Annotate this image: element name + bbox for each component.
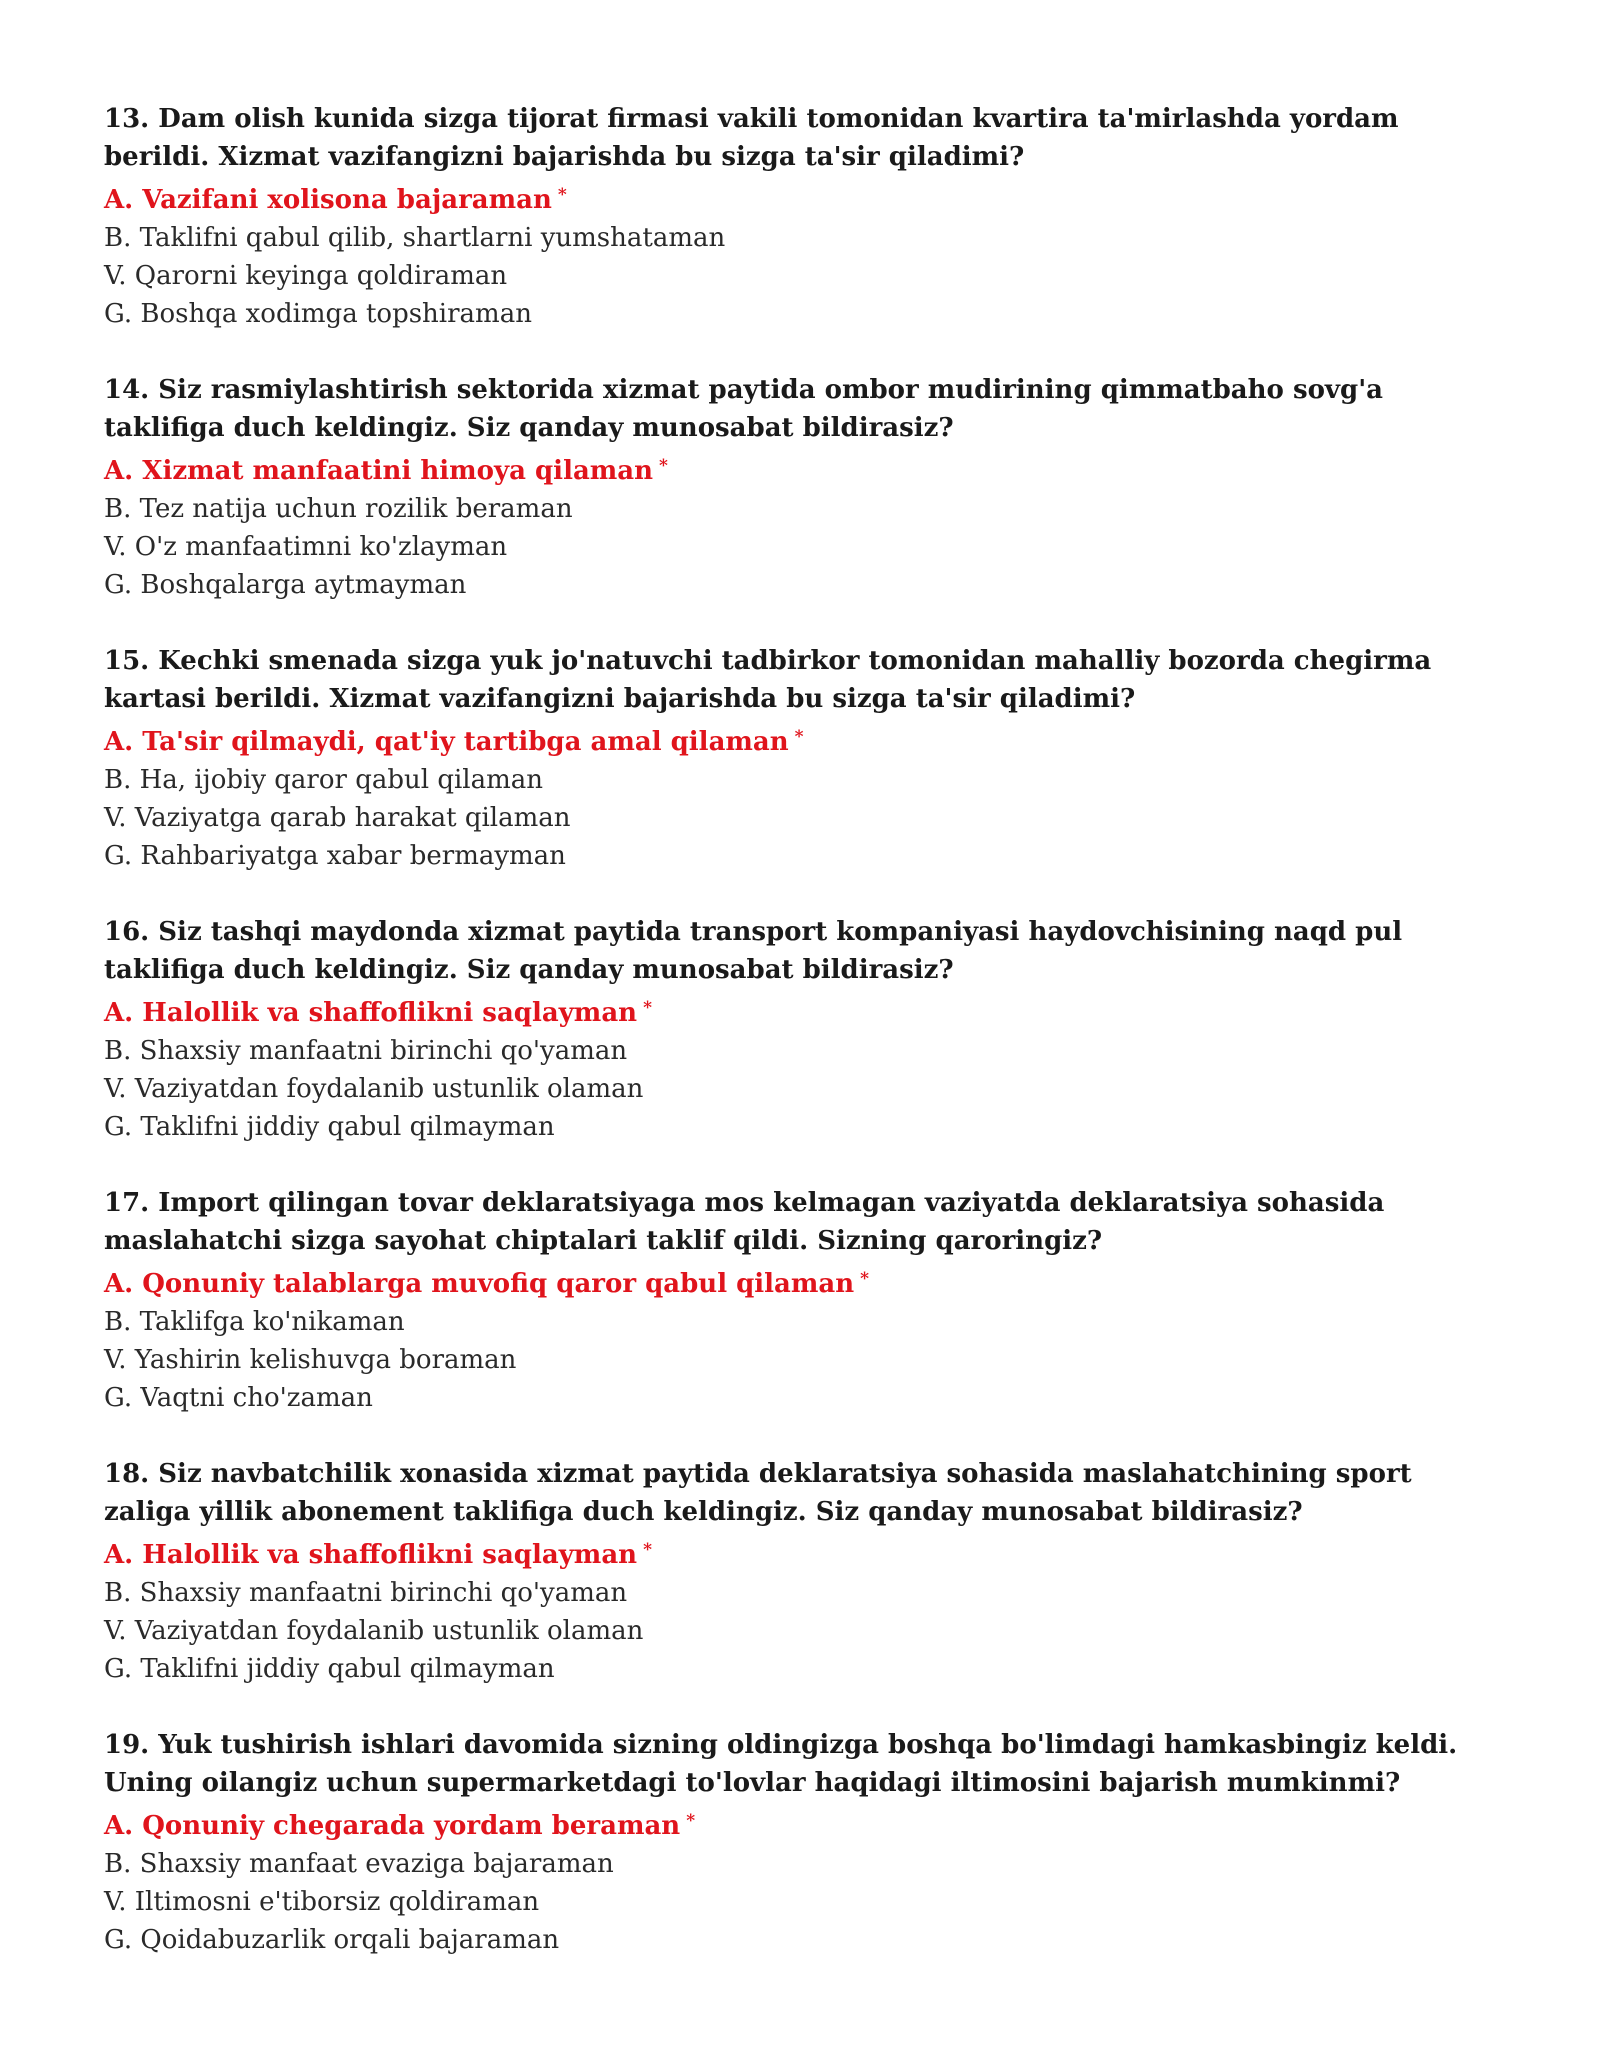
- option-g: G. Boshqalarga aytmayman: [104, 570, 467, 600]
- question-text: 14. Siz rasmiylashtirish sektorida xizmat paytida ombor mudirining qimmatbaho sovg'a taklifiga duch keldingiz. Siz qanday munosabat bildirasiz?: [104, 375, 1384, 443]
- question-block: [104, 100, 1504, 333]
- question-text: 18. Siz navbatchilik xonasida xizmat paytida deklaratsiya sohasida maslahatchining sport zaliga yillik abonement taklifiga duch keldingiz. Siz qanday munosabat bildirasiz?: [104, 1459, 1412, 1527]
- option-v: V. Yashirin kelishuvga boraman: [104, 1345, 517, 1375]
- option-b: B. Taklifni qabul qilib, shartlarni yumshataman: [104, 223, 726, 253]
- option-a-label: A. Halollik va shaffoflikni saqlayman: [104, 998, 638, 1028]
- option-a-label: A. Qonuniy talablarga muvofiq qaror qabul qilaman: [104, 1269, 855, 1299]
- question-text: 16. Siz tashqi maydonda xizmat paytida transport kompaniyasi haydovchisining naqd pul taklifiga duch keldingiz. Siz qanday munosabat bildirasiz?: [104, 917, 1403, 985]
- correct-mark: *: [794, 727, 804, 747]
- question-text: 17. Import qilingan tovar deklaratsiyaga mos kelmagan vaziyatda deklaratsiya sohasida maslahatchi sizga sayohat chiptalari taklif qildi. Sizning qaroringiz?: [104, 1188, 1385, 1256]
- correct-mark: *: [557, 185, 567, 205]
- option-a-correct: [104, 447, 1504, 490]
- question-text: 15. Kechki smenada sizga yuk jo'natuvchi tadbirkor tomonidan mahalliy bozorda chegirma kartasi berildi. Xizmat vazifangizni bajarishda bu sizga ta'sir qiladimi?: [104, 646, 1432, 714]
- option-g: G. Qoidabuzarlik orqali bajaraman: [104, 1925, 560, 1955]
- option-b: B. Ha, ijobiy qaror qabul qilaman: [104, 765, 543, 795]
- option-v: V. Iltimosni e'tiborsiz qoldiraman: [104, 1887, 540, 1917]
- option-a-correct: [104, 989, 1504, 1032]
- option-a-correct: [104, 1260, 1504, 1303]
- correct-mark: *: [686, 1811, 696, 1831]
- option-b: B. Shaxsiy manfaat evaziga bajaraman: [104, 1849, 614, 1879]
- option-b: B. Shaxsiy manfaatni birinchi qo'yaman: [104, 1036, 628, 1066]
- correct-mark: *: [643, 1540, 652, 1560]
- option-g: G. Boshqa xodimga topshiraman: [104, 299, 532, 329]
- question-block: [104, 1184, 1504, 1417]
- correct-mark: *: [860, 1269, 870, 1289]
- option-a-correct: [104, 1802, 1504, 1845]
- question-block: [104, 371, 1504, 604]
- option-a-label: A. Ta'sir qilmaydi, qat'iy tartibga amal qilaman: [104, 727, 789, 757]
- option-g: G. Rahbariyatga xabar bermayman: [104, 841, 566, 871]
- question-block: [104, 1726, 1504, 1959]
- option-v: V. Vaziyatdan foydalanib ustunlik olaman: [104, 1074, 644, 1104]
- option-v: V. Qarorni keyinga qoldiraman: [104, 261, 508, 291]
- option-g: G. Taklifni jiddiy qabul qilmayman: [104, 1112, 555, 1142]
- question-text: 13. Dam olish kunida sizga tijorat firmasi vakili tomonidan kvartira ta'mirlashda yordam berildi. Xizmat vazifangizni bajarishda bu sizga ta'sir qiladimi?: [104, 104, 1399, 172]
- question-block: [104, 913, 1504, 1146]
- option-g: G. Taklifni jiddiy qabul qilmayman: [104, 1654, 555, 1684]
- option-a-label: A. Xizmat manfaatini himoya qilaman: [104, 456, 654, 486]
- correct-mark: *: [643, 998, 652, 1018]
- correct-mark: *: [659, 456, 668, 476]
- option-b: B. Tez natija uchun rozilik beraman: [104, 494, 573, 524]
- question-block: [104, 642, 1504, 875]
- option-v: V. O'z manfaatimni ko'zlayman: [104, 532, 508, 562]
- quiz-page: [104, 100, 1504, 1997]
- option-a-label: A. Vazifani xolisona bajaraman: [104, 185, 552, 215]
- option-a-label: A. Qonuniy chegarada yordam beraman: [104, 1811, 681, 1841]
- option-g: G. Vaqtni cho'zaman: [104, 1383, 373, 1413]
- option-v: V. Vaziyatga qarab harakat qilaman: [104, 803, 571, 833]
- option-v: V. Vaziyatdan foydalanib ustunlik olaman: [104, 1616, 644, 1646]
- option-b: B. Shaxsiy manfaatni birinchi qo'yaman: [104, 1578, 628, 1608]
- question-block: [104, 1455, 1504, 1688]
- option-a-correct: [104, 718, 1504, 761]
- option-a-correct: [104, 176, 1504, 219]
- option-a-correct: [104, 1531, 1504, 1574]
- option-b: B. Taklifga ko'nikaman: [104, 1307, 405, 1337]
- question-text: 19. Yuk tushirish ishlari davomida sizning oldingizga boshqa bo'limdagi hamkasbingiz keldi. Uning oilangiz uchun supermarketdagi to'lovlar haqidagi iltimosini bajarish mumkinmi?: [104, 1730, 1458, 1798]
- option-a-label: A. Halollik va shaffoflikni saqlayman: [104, 1540, 638, 1570]
